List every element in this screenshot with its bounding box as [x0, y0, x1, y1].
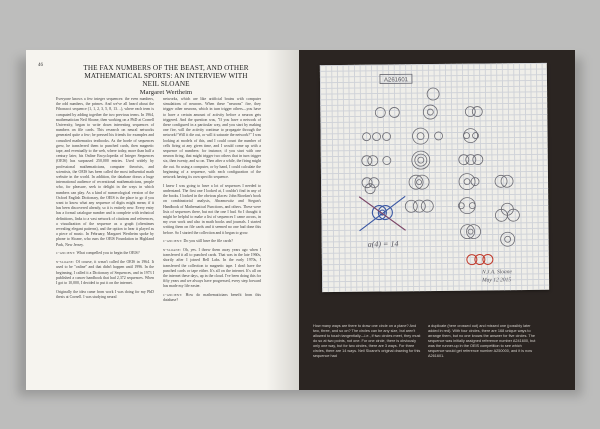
question — [56, 251, 154, 256]
left-page — [26, 50, 299, 390]
title-line-2: MATHEMATICAL SPORTS: AN INTERVIEW WITH NEIL SLOANE — [84, 72, 248, 88]
answer-text: Of course, it wasn't called the OEIS in 1964. It used to be "online" and that didn't happen until 1996. In the beginning, I called it a Dictionary of Sequences, and in 1973 I published a cancer handbook that had 2,372 sequences. When I got to 10,000, I decided to put it on the internet. — [56, 260, 154, 285]
author-byline: Margaret Wertheim — [139, 89, 193, 96]
open-book — [26, 50, 575, 390]
formula-label: a(4) = 14 — [367, 239, 399, 249]
graph-paper-drawing — [320, 63, 549, 292]
page-number: 46 — [38, 63, 43, 68]
question — [163, 293, 261, 303]
question-text: How do mathematicians benefit from this database? — [163, 293, 261, 303]
speaker-label: c-ancient: — [163, 293, 183, 298]
paragraph: networks, which are like artificial brains with computer simulations of neurons. When these "neurons" fire, they trigger other neurons, which in turn trigger others—you have to have a certain amount of activity before a neuron gets triggered. And the question was, "If you have a network of these configured in a particular way, and you start by making one fire, will the activity continue to propagate through the network? Will it die out, or will it saturate the network?" I was looking at models of this, and I could count the number of cells firing at any given time, and I would come up with a sequence of numbers: for instance, if you start with one neuron firing, that might trigger two others that in turn trigger six, then twenty, and so on. Then after a while, the firing might die out. So using a computer, or by hand, I could calculate the beginning of a sequence, with each configuration of the network having its own specific sequence. — [163, 97, 262, 180]
title-line-1: THE FAX NUMBERS OF THE BEAST, AND OTHER — [83, 64, 249, 72]
text-column-2 — [163, 97, 261, 307]
circle-sketch — [427, 88, 439, 100]
question-text: What compelled you to begin the OEIS? — [76, 251, 140, 256]
caption-right: a duplicate (here crossed out) and missed one (possibly later added in red). With four circles, there are 168 unique ways to arrange them, but no one knows the answer for five circles. The sequence was initially assigned reference number A241600, but was the runner-up in the OEIS competition to see which sequence would get reference number A250000, and it is now A261601. — [428, 324, 536, 358]
article-title — [81, 64, 251, 97]
speaker-label: n-sloane: — [163, 247, 182, 252]
question — [163, 239, 261, 244]
caption-left: How many ways are there to draw one circle on a plane? And two, three, and so on? The circles can be any size, but aren't allowed to touch tangentially—i.e., if two circles meet, they must do so at two points, not one. For one circle, there is obviously only one way, but for two circles, there are 3 ways. For three circles, there are 14 ways. Neil Sloane's original drawing for this sequence had — [313, 324, 421, 358]
paragraph: I knew I was going to have a lot of sequences I needed to understand. The first one I looked at, I couldn't find in any of the books. I looked in the obvious places: John Riordan's book on combinatorial analysis, Abramowitz and Stegun's Handbook of Mathematical Functions, and others. These were lists of sequences there, but not the one I had. So I thought it might be helpful to make a list of sequences I came across, in my own work and also in math books and journals. I started writing them on file cards and it seemed no one had done this before. So I started the collection and it began to grow. — [163, 183, 261, 235]
speaker-label: c-ancient: — [163, 239, 183, 244]
signature: N.J.A. Sloane — [481, 269, 512, 276]
question-text: Do you still have the file cards? — [183, 239, 234, 244]
speaker-label: n-sloane: — [56, 260, 75, 265]
answer — [163, 248, 261, 290]
answer — [56, 260, 154, 286]
sequence-id: A261601 — [383, 77, 409, 84]
signature-date: May 12 2015 — [482, 277, 512, 284]
text-column-1 — [56, 97, 154, 304]
answer-text: Oh, yes. I threw them away years ago when I transferred it all to punched cards. That was in the late 1960s, shortly after I joined Bell Labs. In the early 1970s, I transferred the collection to magnetic tape. I don't have the punched cards or tape either. It's all on the internet. It's all on the internet these days, up in the cloud. I've been doing this for fifty years and we always have progressed, every step forward has made my life easier. — [163, 247, 261, 289]
circle-arrangements-sketch — [320, 63, 549, 292]
right-page — [299, 50, 575, 390]
paragraph: Everyone knows a few integer sequences: the even numbers, the odd numbers, the primes. And we've all heard about the Fibonacci sequence (1, 1, 2, 3, 5, 8, 13…), where each term is computed by adding together the two previous terms. In 1964, mathematician Neil Sloane, then working on a PhD at Cornell University, began to write down interesting sequences of numbers on file cards. This research on neural networks generated quite a few; he pressed his friends for examples and consulted mathematics textbooks. As the horde of sequences grew, he transferred them to punched cards, then magnetic tape, and eventually to the web, where today, more than half a century later, his Online Encyclopedia of Integer Sequences (OEIS) has surpassed 250,000 entries. Used widely by professional mathematicians, computer theorists, and scientists, the OEIS has been called the most influential math website in the world. In addition, the database draws a huge international audience of recreational mathematicians, people who, for pleasure, seek to delight in the ways in which numbers can play. As a kind of numerological version of the Oxford English Dictionary, the OEIS is the place to go if you want to know what any sequence of digits might mean; if it has been discovered already, so it is entirely new. Every entry has a formal catalogue number and is complete with technical definitions, links to a vast network of citations and references, a visualization of the sequence as a graph (oftentimes revealing elegant patterns), and the option to hear it played as a piece of music. In February, Margaret Wertheim spoke by phone to Sloane, who runs the OEIS Foundation in Highland Park, New Jersey. — [56, 97, 154, 247]
paragraph: Originally the idea came from work I was doing for my PhD thesis at Cornell. I was studying neural — [56, 289, 154, 299]
speaker-label: c-ancient: — [56, 251, 76, 256]
